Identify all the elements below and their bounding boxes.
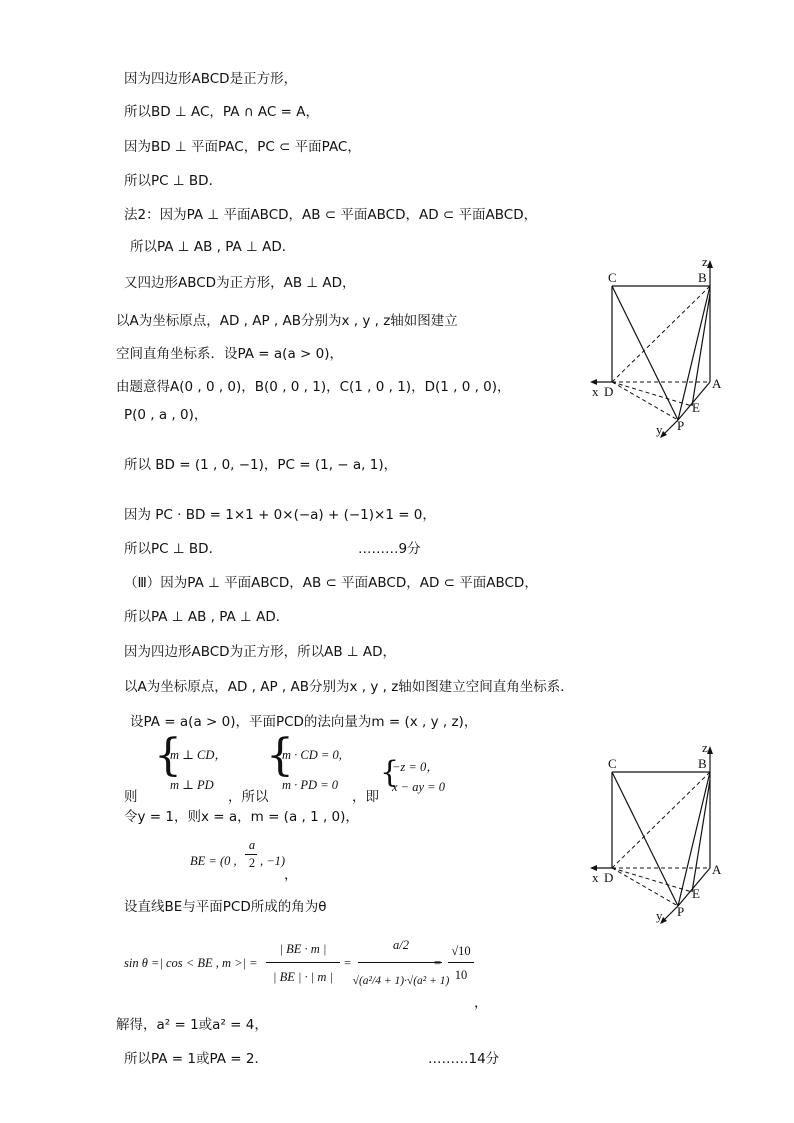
line-2: 所以BD ⊥ AC，PA ∩ AC = A， xyxy=(124,104,319,120)
sin-tail: ， xyxy=(474,995,488,1011)
sin-frac1-num: | BE · m | xyxy=(279,942,327,956)
sin-eq-1: = xyxy=(344,956,352,970)
label-A: A xyxy=(712,376,722,391)
line-1: 因为四边形ABCD是正方形， xyxy=(124,71,298,87)
line-21: 令y = 1，则x = a，m = (a , 1 , 0)， xyxy=(124,809,359,825)
label-z: z xyxy=(702,254,708,269)
line-19: 设PA = a(a > 0)，平面PCD的法向量为m = (x , y , z)， xyxy=(130,714,478,730)
line-12: 所以 BD = (1 , 0, −1)，PC = (1, − a, 1)， xyxy=(124,457,398,473)
geometry-figure-2 xyxy=(580,740,730,926)
be-vector-pre: BE = (0 , xyxy=(190,854,237,868)
label-P: P xyxy=(677,418,685,433)
line-9: 空间直角坐标系．设PA = a(a > 0)， xyxy=(116,346,343,362)
be-vector-post: , −1) xyxy=(260,854,286,868)
line-25: 解得，a² = 1或a² = 4， xyxy=(116,1017,268,1033)
line-8: 以A为坐标原点，AD , AP , AB分别为x , y , z轴如图建立 xyxy=(116,313,458,329)
be-vector-tail: ， xyxy=(284,867,298,883)
system-1-row-1: m ⊥ CD， xyxy=(170,748,227,762)
line-11: P(0 , a , 0)， xyxy=(124,407,208,423)
line-14: 所以PC ⊥ BD． xyxy=(124,541,223,557)
be-frac-num: a xyxy=(248,838,256,852)
geometry-figure-1 xyxy=(580,254,730,440)
system-1-row-2: m ⊥ PD xyxy=(170,778,214,792)
sin-frac1-bar xyxy=(266,962,340,963)
label-x: x xyxy=(592,870,599,885)
label-A: A xyxy=(712,862,722,877)
brace-3: { xyxy=(380,755,400,790)
be-frac-den: 2 xyxy=(248,856,256,870)
be-frac-bar xyxy=(245,854,257,855)
score-9: ………9分 xyxy=(358,541,421,557)
sin-frac3-num: √10 xyxy=(451,944,471,958)
label-B: B xyxy=(698,756,707,771)
sin-lhs: sin θ =| cos < BE , m >| = xyxy=(124,956,258,970)
sin-frac2-bar xyxy=(358,962,442,963)
system-2-row-1: m · CD = 0, xyxy=(282,748,342,762)
score-14: ………14分 xyxy=(428,1051,500,1067)
line-6: 所以PA ⊥ AB , PA ⊥ AD． xyxy=(130,239,296,255)
sin-frac3-bar xyxy=(448,962,474,963)
line-17: 因为四边形ABCD为正方形，所以AB ⊥ AD， xyxy=(124,644,397,660)
label-z: z xyxy=(702,740,708,755)
line-20-suoyi: ，所以 xyxy=(228,789,269,805)
sin-eq-2: = xyxy=(434,956,442,970)
label-P: P xyxy=(677,904,685,919)
line-3: 因为BD ⊥ 平面PAC，PC ⊂ 平面PAC， xyxy=(124,139,361,155)
line-23: 设直线BE与平面PCD所成的角为θ xyxy=(124,899,327,915)
label-C: C xyxy=(608,756,617,771)
line-16: 所以PA ⊥ AB , PA ⊥ AD． xyxy=(124,609,290,625)
label-C: C xyxy=(608,270,617,285)
line-20-ze: 则 xyxy=(124,789,138,805)
sin-frac3-den: 10 xyxy=(454,968,468,982)
line-7: 又四边形ABCD为正方形，AB ⊥ AD， xyxy=(124,275,356,291)
system-3-row-2: x − ay = 0 xyxy=(392,780,445,794)
system-2-row-2: m · PD = 0 xyxy=(282,778,338,792)
line-13: 因为 PC · BD = 1×1 + 0×(−a) + (−1)×1 = 0， xyxy=(124,507,436,523)
line-10: 由题意得A(0 , 0 , 0)，B(0 , 0 , 1)，C(1 , 0 , 1)，D(1 , 0 , 0)， xyxy=(116,379,511,395)
sin-frac2-den: √(a²/4 + 1)·√(a² + 1) xyxy=(352,975,450,987)
line-15: （Ⅲ）因为PA ⊥ 平面ABCD，AB ⊂ 平面ABCD，AD ⊂ 平面ABCD， xyxy=(124,575,538,591)
label-E: E xyxy=(692,886,700,901)
label-y: y xyxy=(656,908,663,923)
line-5: 法2：因为PA ⊥ 平面ABCD，AB ⊂ 平面ABCD，AD ⊂ 平面ABCD， xyxy=(124,207,538,223)
system-3-row-1: −z = 0， xyxy=(392,760,439,774)
sin-frac2-num: a/2 xyxy=(393,938,409,952)
brace-2: { xyxy=(266,730,294,781)
line-18: 以A为坐标原点，AD , AP , AB分别为x , y , z轴如图建立空间直角坐标系． xyxy=(124,679,574,695)
label-D: D xyxy=(604,870,614,885)
line-4: 所以PC ⊥ BD． xyxy=(124,173,223,189)
brace-1: { xyxy=(154,730,182,781)
label-y: y xyxy=(656,422,663,437)
label-E: E xyxy=(692,400,700,415)
line-26: 所以PA = 1或PA = 2． xyxy=(124,1051,268,1067)
line-20-ji: ，即 xyxy=(352,789,379,805)
label-B: B xyxy=(698,270,707,285)
sin-frac1-den: | BE | · | m | xyxy=(273,970,333,984)
label-x: x xyxy=(592,384,599,399)
label-D: D xyxy=(604,384,614,399)
